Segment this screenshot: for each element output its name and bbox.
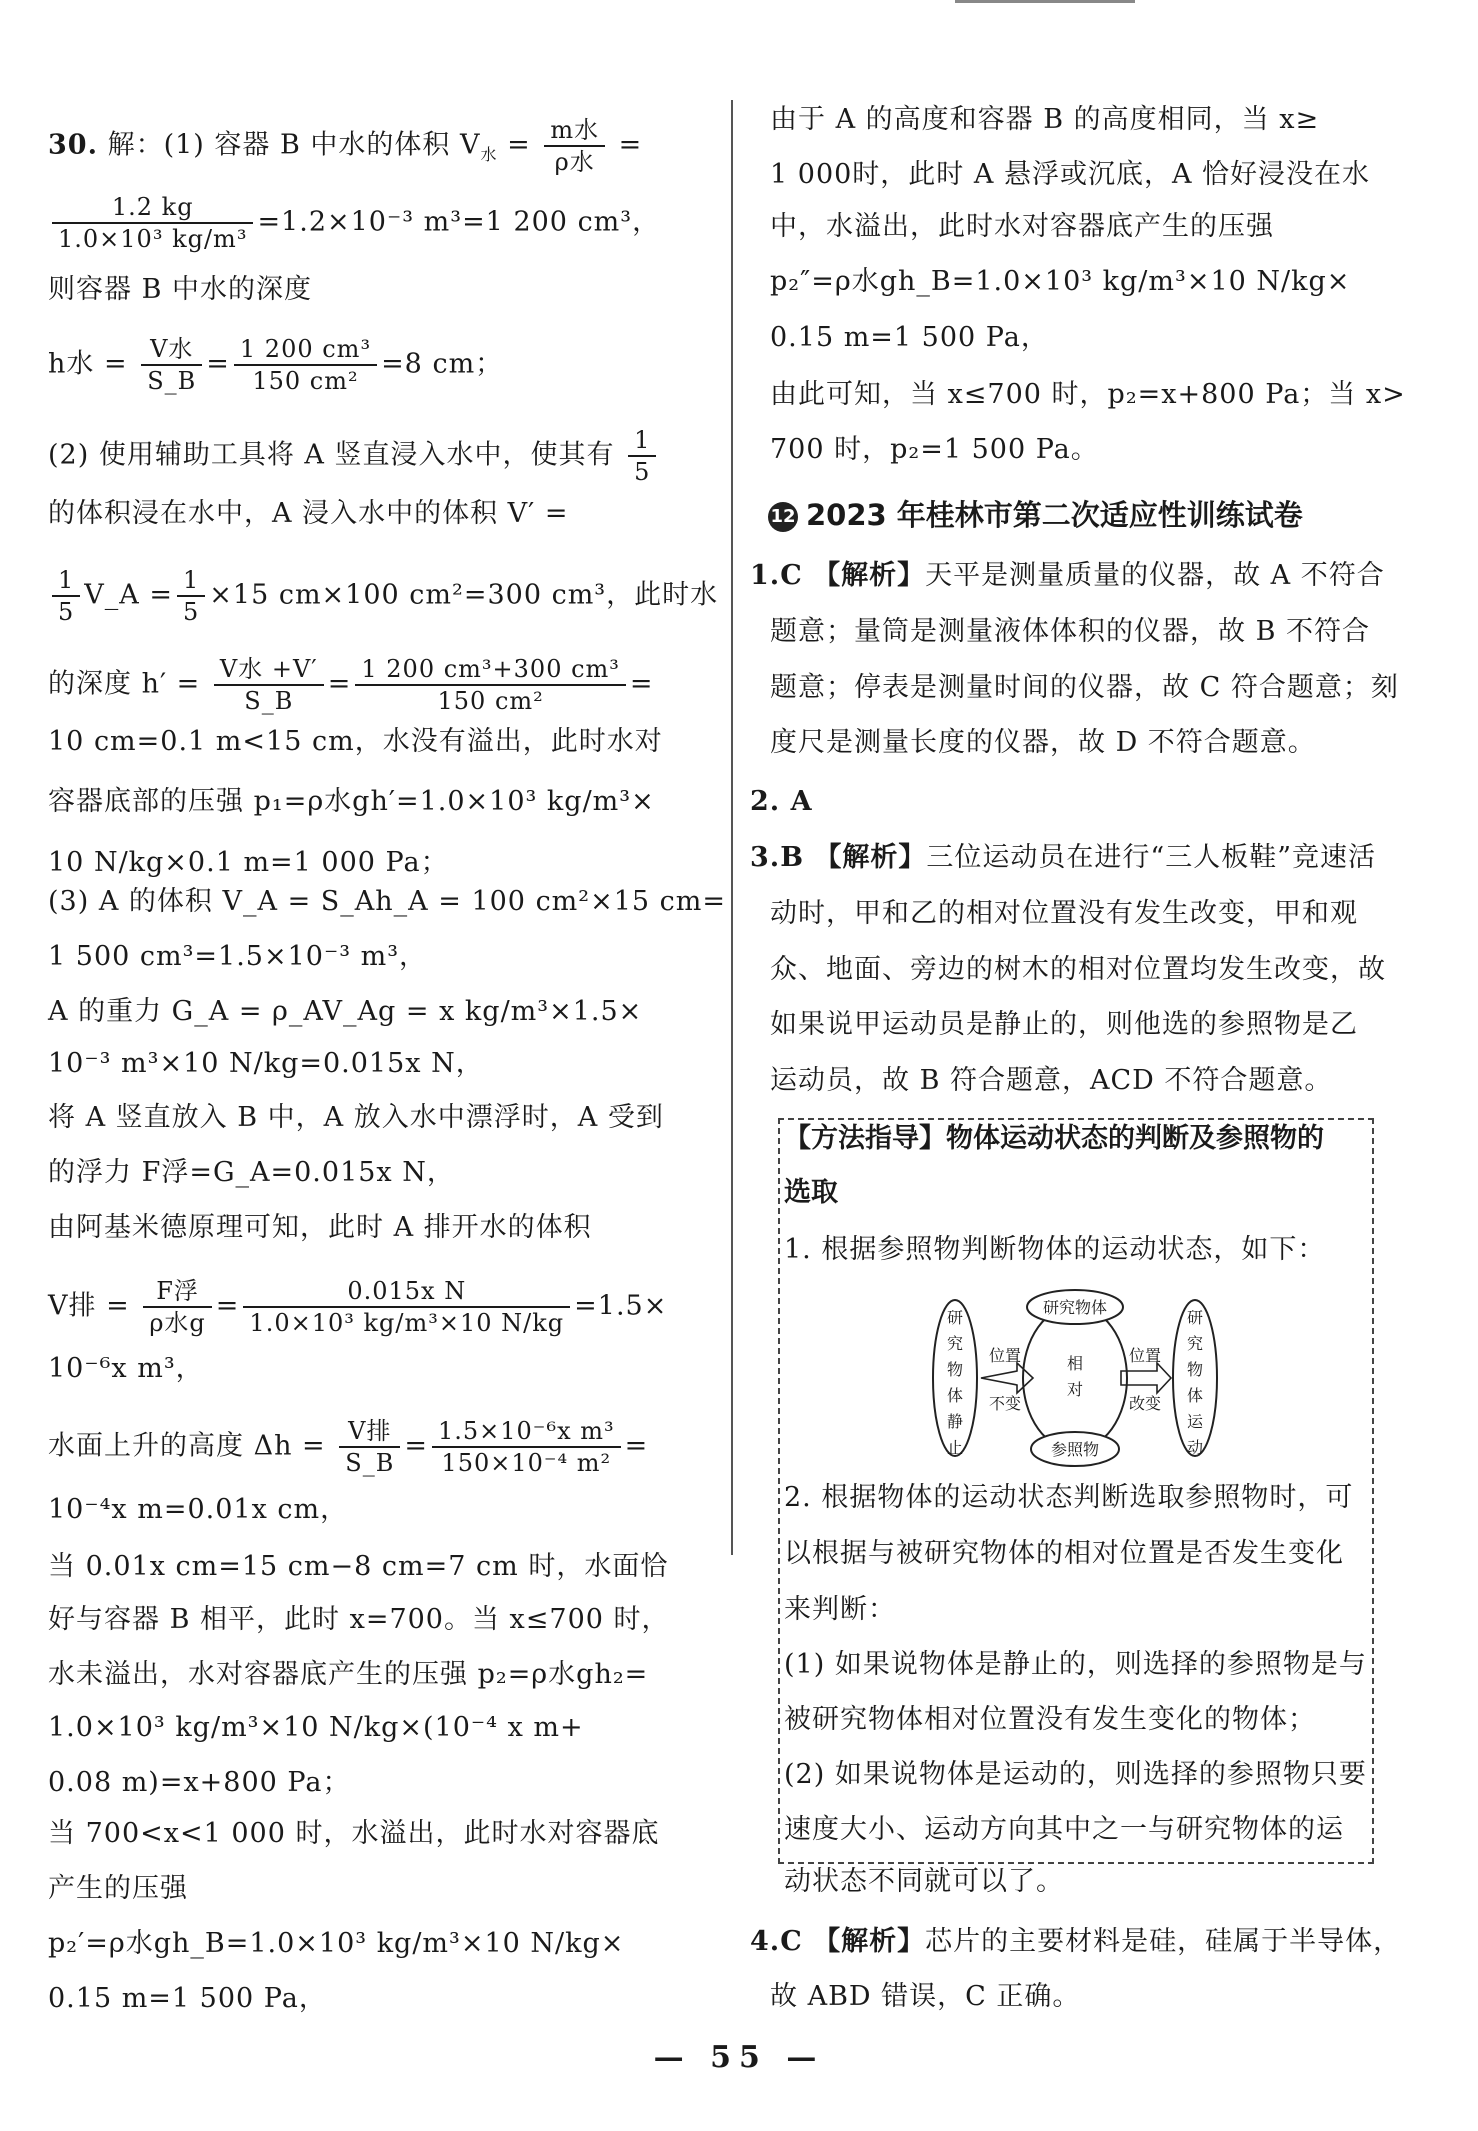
text-line: p₂″=ρ水gh_B=1.0×10³ kg/m³×10 N/kg× bbox=[770, 266, 1351, 297]
answer-number: 1. bbox=[750, 560, 781, 591]
text: ×15 cm×100 cm²=300 cm³，此时水 bbox=[209, 579, 719, 611]
q30-line-7 bbox=[48, 565, 718, 627]
fraction-denominator: 1.0×10³ kg/m³ bbox=[58, 225, 248, 253]
text-line: p₂′=ρ水gh_B=1.0×10³ kg/m³×10 N/kg× bbox=[48, 1928, 625, 1959]
text-line: 10 N/kg×0.1 m=1 000 Pa； bbox=[48, 847, 449, 878]
q30-line-2 bbox=[48, 192, 660, 254]
text-line: 当 700<x<1 000 时，水溢出，此时水对容器底 bbox=[48, 1818, 660, 1849]
text-line: 由阿基米德原理可知，此时 A 排开水的体积 bbox=[48, 1212, 592, 1243]
method-item: (2) 如果说物体是运动的，则选择的参照物只要 bbox=[784, 1759, 1367, 1790]
text-line: 度尺是测量长度的仪器，故 D 不符合题意。 bbox=[770, 727, 1316, 758]
answer-tag: C 【解析】 bbox=[780, 1926, 926, 1957]
text-line: 产生的压强 bbox=[48, 1873, 188, 1904]
answer-2 bbox=[750, 782, 813, 822]
fraction bbox=[355, 654, 626, 716]
fraction-denominator: 150 cm² bbox=[252, 367, 359, 395]
diagram-right-arrow-top: 位置 bbox=[1128, 1346, 1162, 1365]
text: =1.2×10⁻³ m³=1 200 cm³， bbox=[257, 206, 661, 238]
text-line: 好与容器 B 相平，此时 x=700。当 x≤700 时， bbox=[48, 1604, 670, 1635]
answer-4-line-1 bbox=[750, 1922, 1401, 1962]
text: V_A = bbox=[84, 579, 173, 611]
fraction-denominator: S_B bbox=[147, 367, 197, 395]
fraction-denominator: ρ水 bbox=[554, 148, 595, 176]
fraction bbox=[52, 565, 80, 627]
text: 水面上升的高度 Δh = bbox=[48, 1430, 326, 1462]
q30-line-1 bbox=[48, 115, 642, 177]
fraction bbox=[243, 1276, 570, 1338]
answer-text: 2. A bbox=[750, 786, 813, 817]
q30-tail: = bbox=[618, 129, 643, 161]
diagram-bottom-oval-label: 参照物 bbox=[1050, 1440, 1100, 1459]
diagram-left-arrow bbox=[981, 1363, 1033, 1393]
fraction bbox=[177, 565, 205, 627]
text-line: 众、地面、旁边的树木的相对位置均发生改变，故 bbox=[770, 954, 1386, 985]
fraction-denominator: 150 cm² bbox=[437, 687, 544, 715]
diagram-right-arrow bbox=[1121, 1363, 1171, 1393]
method-item: 速度大小、运动方向其中之一与研究物体的运 bbox=[784, 1814, 1344, 1845]
text-line: (3) A 的体积 V_A = S_Ah_A = 100 cm²×15 cm= bbox=[48, 886, 727, 917]
diagram-right-oval-label: 研究物体运动 bbox=[1186, 1308, 1204, 1457]
text-line: 水未溢出，水对容器底产生的压强 p₂=ρ水gh₂= bbox=[48, 1659, 649, 1690]
text-line: 10⁻⁴x m=0.01x cm， bbox=[48, 1494, 349, 1525]
diagram-left-oval-label: 研究物体静止 bbox=[946, 1308, 964, 1457]
diagram-right-arrow-bottom: 改变 bbox=[1128, 1394, 1162, 1413]
text: 的深度 h′ = bbox=[48, 668, 201, 700]
method-item: 1. 根据参照物判断物体的运动状态，如下： bbox=[784, 1234, 1326, 1265]
fraction-denominator: 5 bbox=[58, 598, 75, 626]
fraction bbox=[52, 192, 253, 254]
text-line: 将 A 竖直放入 B 中，A 放入水中漂浮时，A 受到 bbox=[48, 1102, 664, 1133]
text-line: 由此可知，当 x≤700 时，p₂=x+800 Pa；当 x> bbox=[770, 379, 1406, 410]
text: = bbox=[327, 668, 352, 700]
fraction bbox=[141, 334, 202, 396]
text: = bbox=[624, 1430, 649, 1462]
text: = bbox=[404, 1430, 428, 1462]
motion-reference-diagram bbox=[925, 1283, 1225, 1473]
method-guide-title: 【方法指导】物体运动状态的判断及参照物的 bbox=[784, 1123, 1324, 1154]
method-item: 2. 根据物体的运动状态判断选取参照物时，可 bbox=[784, 1482, 1354, 1513]
page-number-value: 55 bbox=[710, 2040, 768, 2075]
fraction-denominator: 5 bbox=[634, 458, 651, 486]
fraction-numerator: 1 bbox=[52, 565, 80, 597]
text: =1.5× bbox=[574, 1290, 668, 1322]
fraction-denominator: S_B bbox=[244, 687, 294, 715]
text: (2) 使用辅助工具将 A 竖直浸入水中，使其有 bbox=[48, 439, 615, 471]
q30-intro-eq: = bbox=[497, 129, 541, 161]
q30-line-8 bbox=[48, 654, 654, 716]
text-line: 700 时，p₂=1 500 Pa。 bbox=[770, 434, 1099, 465]
text-line: 运动员，故 B 符合题意，ACD 不符合题意。 bbox=[770, 1065, 1333, 1096]
answer-3-line-1 bbox=[750, 838, 1376, 878]
top-rule bbox=[955, 0, 1135, 3]
text: = bbox=[206, 348, 230, 380]
text-line: 的浮力 F浮=G_A=0.015x N， bbox=[48, 1157, 455, 1188]
fraction-denominator: ρ水g bbox=[149, 1309, 206, 1337]
fraction-numerator: 1.5×10⁻⁶x m³ bbox=[432, 1416, 621, 1448]
fraction-denominator: 150×10⁻⁴ m² bbox=[441, 1449, 612, 1477]
fraction bbox=[544, 115, 605, 177]
diagram-left-arrow-bottom: 不变 bbox=[988, 1394, 1022, 1413]
text-line: 动时，甲和乙的相对位置没有发生改变，甲和观 bbox=[770, 898, 1358, 929]
section-title bbox=[768, 494, 1303, 536]
fraction-numerator: 1 bbox=[628, 425, 656, 457]
text: 天平是测量质量的仪器，故 A 不符合 bbox=[925, 560, 1385, 591]
diagram-center-label: 相对 bbox=[1066, 1354, 1084, 1399]
text: =8 cm； bbox=[381, 348, 504, 380]
answer-number: 3. bbox=[750, 842, 781, 873]
fraction bbox=[339, 1416, 400, 1478]
text-line: 10 cm=0.1 m<15 cm，水没有溢出，此时水对 bbox=[48, 726, 663, 757]
answer-tag: B 【解析】 bbox=[780, 842, 927, 873]
fraction-numerator: V水 +V′ bbox=[214, 654, 324, 686]
text-line: 1.0×10³ kg/m³×10 N/kg×(10⁻⁴ x m+ bbox=[48, 1712, 584, 1743]
text-line: 题意；量筒是测量液体体积的仪器，故 B 不符合 bbox=[770, 616, 1371, 647]
method-item: 动状态不同就可以了。 bbox=[784, 1866, 1064, 1897]
text-line: 的体积浸在水中，A 浸入水中的体积 V′ = bbox=[48, 498, 569, 529]
q30-line-4 bbox=[48, 334, 503, 396]
text: V排 = bbox=[48, 1290, 130, 1322]
fraction-numerator: 0.015x N bbox=[243, 1276, 570, 1308]
fraction-numerator: V水 bbox=[141, 334, 202, 366]
method-guide-title-cont: 选取 bbox=[784, 1177, 838, 1208]
method-item: 来判断： bbox=[784, 1594, 896, 1625]
q30-intro: 解：(1) 容器 B 中水的体积 V bbox=[107, 129, 481, 161]
section-title-text: 2023 年桂林市第二次适应性训练试卷 bbox=[806, 498, 1303, 532]
section-number-badge: 12 bbox=[768, 502, 798, 532]
text-line: 0.08 m)=x+800 Pa； bbox=[48, 1767, 351, 1798]
text-line: A 的重力 G_A = ρ_AV_Ag = x kg/m³×1.5× bbox=[48, 996, 643, 1027]
text-line: 如果说甲运动员是静止的，则他选的参照物是乙 bbox=[770, 1009, 1358, 1040]
fraction bbox=[628, 425, 656, 487]
diagram-center-oval bbox=[1023, 1306, 1127, 1450]
column-divider bbox=[731, 100, 733, 1555]
text-line: 0.15 m=1 500 Pa， bbox=[48, 1983, 327, 2014]
text: 三位运动员在进行“三人板鞋”竞速活 bbox=[926, 842, 1377, 873]
text-line: 1 500 cm³=1.5×10⁻³ m³， bbox=[48, 941, 428, 972]
text-line: 由于 A 的高度和容器 B 的高度相同，当 x≥ bbox=[770, 104, 1320, 135]
fraction-numerator: 1 200 cm³ bbox=[234, 334, 377, 366]
fraction bbox=[432, 1416, 621, 1478]
text-line: 0.15 m=1 500 Pa， bbox=[770, 322, 1049, 353]
text-line: 题意；停表是测量时间的仪器，故 C 符合题意；刻 bbox=[770, 672, 1399, 703]
fraction bbox=[214, 654, 324, 716]
fraction-denominator: S_B bbox=[345, 1449, 395, 1477]
fraction-denominator: 5 bbox=[182, 598, 200, 626]
fraction bbox=[234, 334, 377, 396]
text-line: 10⁻⁶x m³， bbox=[48, 1353, 204, 1384]
fraction-numerator: m水 bbox=[544, 115, 605, 147]
q30-intro-sub: 水 bbox=[480, 144, 498, 164]
fraction-numerator: V排 bbox=[339, 1416, 400, 1448]
text-line: 10⁻³ m³×10 N/kg=0.015x N， bbox=[48, 1048, 484, 1079]
method-item: 以根据与被研究物体的相对位置是否发生变化 bbox=[784, 1538, 1344, 1569]
text-line: 中，水溢出，此时水对容器底产生的压强 bbox=[770, 211, 1274, 242]
answer-tag: C 【解析】 bbox=[780, 560, 926, 591]
text-line: 故 ABD 错误，C 正确。 bbox=[770, 1981, 1081, 2012]
question-number: 30. bbox=[48, 129, 98, 161]
q30-line-5 bbox=[48, 425, 660, 487]
q30-line-19 bbox=[48, 1276, 667, 1338]
text-line: 当 0.01x cm=15 cm−8 cm=7 cm 时，水面恰 bbox=[48, 1551, 669, 1582]
fraction-numerator: 1 bbox=[177, 565, 205, 597]
text: h水 = bbox=[48, 348, 128, 380]
text-line: 容器底部的压强 p₁=ρ水gh′=1.0×10³ kg/m³× bbox=[48, 786, 655, 817]
method-item: (1) 如果说物体是静止的，则选择的参照物是与 bbox=[784, 1649, 1367, 1680]
answer-number: 4. bbox=[750, 1926, 781, 1957]
text: = bbox=[215, 1290, 240, 1322]
text: 芯片的主要材料是硅，硅属于半导体， bbox=[925, 1926, 1402, 1957]
diagram-top-oval-label: 研究物体 bbox=[1042, 1298, 1108, 1317]
fraction-denominator: 1.0×10³ kg/m³×10 N/kg bbox=[249, 1309, 565, 1337]
text: = bbox=[629, 668, 654, 700]
text-line: 则容器 B 中水的深度 bbox=[48, 274, 313, 305]
fraction-numerator: 1.2 kg bbox=[52, 192, 253, 224]
page-number: — 55 — bbox=[653, 2040, 825, 2075]
fraction bbox=[143, 1276, 211, 1338]
q30-line-21 bbox=[48, 1416, 648, 1478]
answer-1-line-1 bbox=[750, 556, 1385, 596]
text-line: 1 000时，此时 A 悬浮或沉底，A 恰好浸没在水 bbox=[770, 159, 1371, 190]
fraction-numerator: 1 200 cm³+300 cm³ bbox=[355, 654, 626, 686]
diagram-left-arrow-top: 位置 bbox=[988, 1346, 1022, 1365]
fraction-numerator: F浮 bbox=[143, 1276, 211, 1308]
method-item: 被研究物体相对位置没有发生变化的物体； bbox=[784, 1704, 1316, 1735]
